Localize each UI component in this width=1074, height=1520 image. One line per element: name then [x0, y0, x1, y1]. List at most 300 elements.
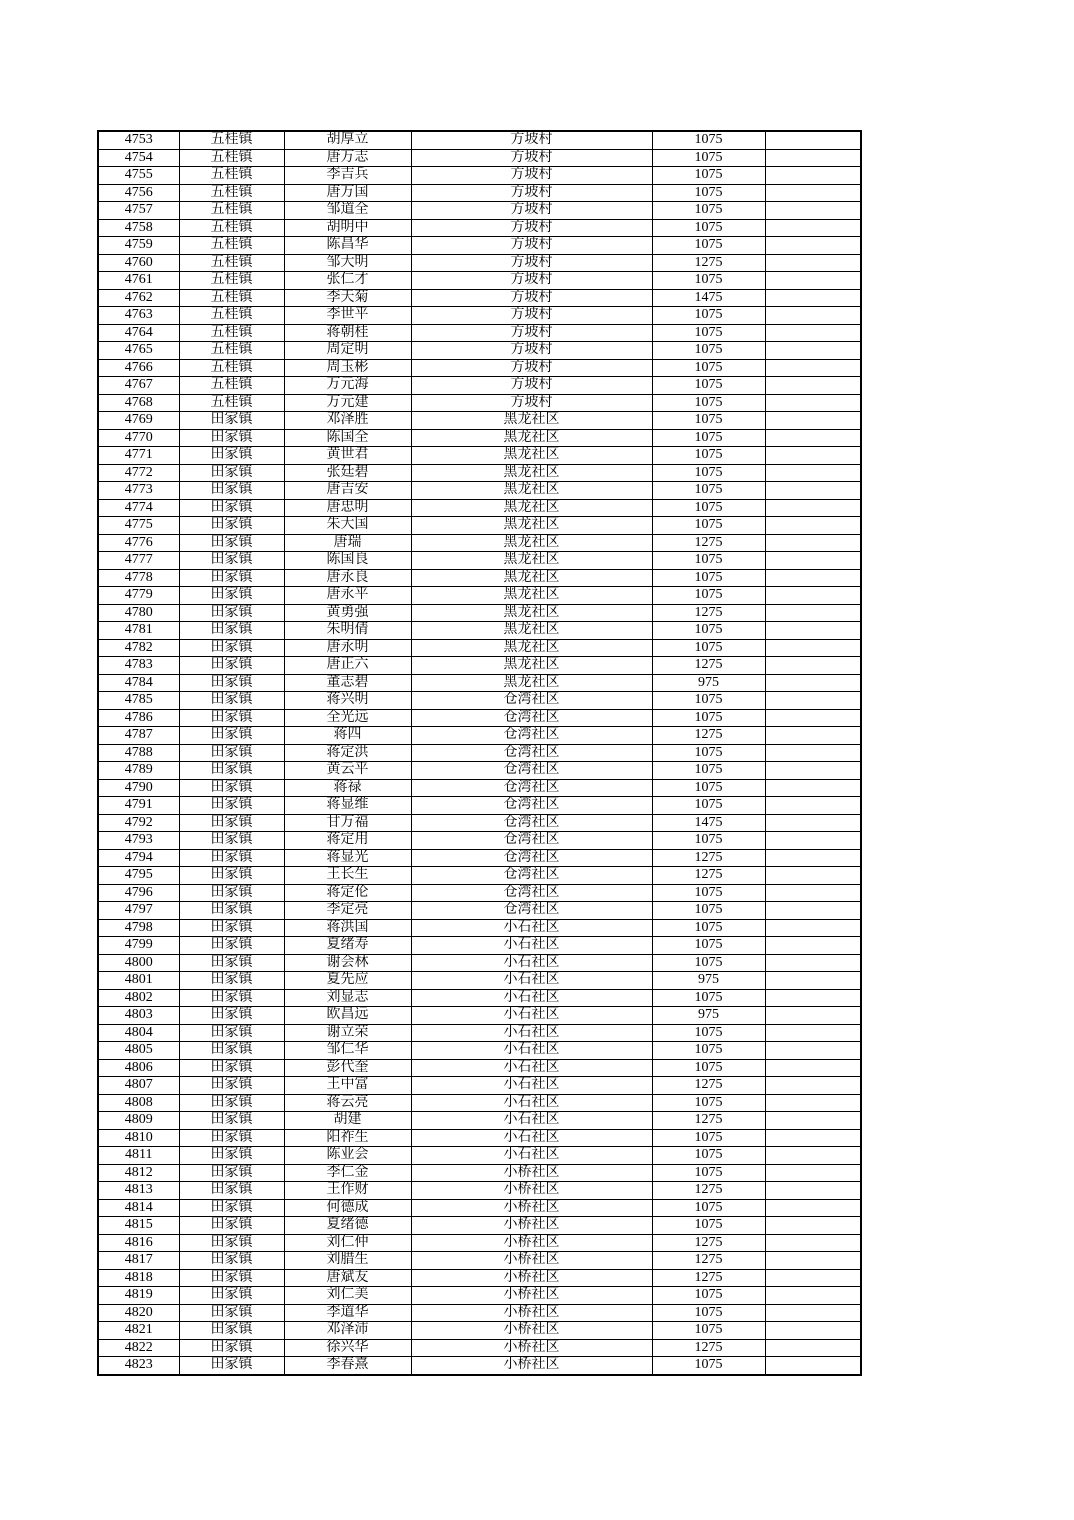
name-cell: 夏绪寿	[284, 937, 411, 955]
row-number-cell: 4781	[98, 622, 179, 640]
row-number-cell: 4764	[98, 324, 179, 342]
note-cell	[765, 832, 861, 850]
village-cell: 仓湾社区	[411, 779, 652, 797]
name-cell: 胡厚立	[284, 131, 411, 149]
table-row	[98, 762, 861, 780]
town-cell: 田家镇	[179, 1234, 284, 1252]
row-number-cell: 4793	[98, 832, 179, 850]
name-cell: 谢立荣	[284, 1024, 411, 1042]
table-row	[98, 1252, 861, 1270]
town-cell: 田家镇	[179, 1059, 284, 1077]
note-cell	[765, 447, 861, 465]
name-cell: 徐兴华	[284, 1339, 411, 1357]
village-cell: 仓湾社区	[411, 692, 652, 710]
amount-cell: 1275	[652, 849, 765, 867]
table-row	[98, 1304, 861, 1322]
note-cell	[765, 149, 861, 167]
row-number-cell: 4753	[98, 131, 179, 149]
name-cell: 周定明	[284, 342, 411, 360]
village-cell: 方坡村	[411, 202, 652, 220]
table-row	[98, 1042, 861, 1060]
row-number-cell: 4795	[98, 867, 179, 885]
town-cell: 五桂镇	[179, 219, 284, 237]
note-cell	[765, 797, 861, 815]
town-cell: 五桂镇	[179, 289, 284, 307]
table-row	[98, 1339, 861, 1357]
note-cell	[765, 604, 861, 622]
row-number-cell: 4820	[98, 1304, 179, 1322]
amount-cell: 1075	[652, 377, 765, 395]
amount-cell: 1075	[652, 989, 765, 1007]
name-cell: 唐斌友	[284, 1269, 411, 1287]
village-cell: 方坡村	[411, 184, 652, 202]
village-cell: 小桥社区	[411, 1322, 652, 1340]
amount-cell: 1075	[652, 744, 765, 762]
village-cell: 小桥社区	[411, 1252, 652, 1270]
table-row	[98, 622, 861, 640]
row-number-cell: 4788	[98, 744, 179, 762]
amount-cell: 1075	[652, 167, 765, 185]
note-cell	[765, 779, 861, 797]
row-number-cell: 4812	[98, 1164, 179, 1182]
table-row	[98, 884, 861, 902]
village-cell: 小石社区	[411, 1112, 652, 1130]
note-cell	[765, 429, 861, 447]
table-row	[98, 604, 861, 622]
village-cell: 小石社区	[411, 1077, 652, 1095]
amount-cell: 1075	[652, 394, 765, 412]
town-cell: 田家镇	[179, 1199, 284, 1217]
village-cell: 小石社区	[411, 1094, 652, 1112]
table-row	[98, 989, 861, 1007]
note-cell	[765, 184, 861, 202]
note-cell	[765, 324, 861, 342]
table-row	[98, 482, 861, 500]
note-cell	[765, 727, 861, 745]
town-cell: 田家镇	[179, 657, 284, 675]
amount-cell: 1275	[652, 604, 765, 622]
name-cell: 唐万志	[284, 149, 411, 167]
town-cell: 田家镇	[179, 1164, 284, 1182]
table-row	[98, 832, 861, 850]
town-cell: 五桂镇	[179, 202, 284, 220]
village-cell: 仓湾社区	[411, 744, 652, 762]
town-cell: 田家镇	[179, 1269, 284, 1287]
row-number-cell: 4810	[98, 1129, 179, 1147]
row-number-cell: 4789	[98, 762, 179, 780]
amount-cell: 1075	[652, 779, 765, 797]
village-cell: 小石社区	[411, 1042, 652, 1060]
village-cell: 小桥社区	[411, 1234, 652, 1252]
note-cell	[765, 167, 861, 185]
village-cell: 方坡村	[411, 342, 652, 360]
amount-cell: 975	[652, 674, 765, 692]
amount-cell: 1075	[652, 919, 765, 937]
town-cell: 田家镇	[179, 954, 284, 972]
town-cell: 田家镇	[179, 1112, 284, 1130]
row-number-cell: 4765	[98, 342, 179, 360]
table-row	[98, 569, 861, 587]
row-number-cell: 4760	[98, 254, 179, 272]
note-cell	[765, 762, 861, 780]
table-row	[98, 1129, 861, 1147]
row-number-cell: 4821	[98, 1322, 179, 1340]
amount-cell: 1075	[652, 552, 765, 570]
table-row	[98, 744, 861, 762]
table-row	[98, 1199, 861, 1217]
note-cell	[765, 1182, 861, 1200]
row-number-cell: 4802	[98, 989, 179, 1007]
town-cell: 田家镇	[179, 1252, 284, 1270]
name-cell: 周玉彬	[284, 359, 411, 377]
name-cell: 邹仁华	[284, 1042, 411, 1060]
name-cell: 蒋显维	[284, 797, 411, 815]
village-cell: 仓湾社区	[411, 709, 652, 727]
village-cell: 方坡村	[411, 149, 652, 167]
row-number-cell: 4779	[98, 587, 179, 605]
row-number-cell: 4819	[98, 1287, 179, 1305]
row-number-cell: 4776	[98, 534, 179, 552]
note-cell	[765, 674, 861, 692]
note-cell	[765, 202, 861, 220]
amount-cell: 1075	[652, 797, 765, 815]
row-number-cell: 4774	[98, 499, 179, 517]
note-cell	[765, 464, 861, 482]
town-cell: 五桂镇	[179, 324, 284, 342]
name-cell: 胡明中	[284, 219, 411, 237]
village-cell: 仓湾社区	[411, 762, 652, 780]
name-cell: 彭代奎	[284, 1059, 411, 1077]
name-cell: 蒋兴明	[284, 692, 411, 710]
roster-table	[97, 130, 862, 1376]
village-cell: 小石社区	[411, 1059, 652, 1077]
row-number-cell: 4754	[98, 149, 179, 167]
amount-cell: 1075	[652, 202, 765, 220]
table-row	[98, 167, 861, 185]
note-cell	[765, 482, 861, 500]
town-cell: 田家镇	[179, 779, 284, 797]
table-row	[98, 867, 861, 885]
note-cell	[765, 1164, 861, 1182]
table-row	[98, 149, 861, 167]
row-number-cell: 4800	[98, 954, 179, 972]
town-cell: 田家镇	[179, 797, 284, 815]
village-cell: 方坡村	[411, 254, 652, 272]
amount-cell: 1075	[652, 902, 765, 920]
town-cell: 五桂镇	[179, 394, 284, 412]
row-number-cell: 4815	[98, 1217, 179, 1235]
name-cell: 刘仁仲	[284, 1234, 411, 1252]
name-cell: 王长生	[284, 867, 411, 885]
note-cell	[765, 131, 861, 149]
village-cell: 小桥社区	[411, 1164, 652, 1182]
name-cell: 黄勇强	[284, 604, 411, 622]
town-cell: 田家镇	[179, 1287, 284, 1305]
row-number-cell: 4768	[98, 394, 179, 412]
name-cell: 夏先应	[284, 972, 411, 990]
village-cell: 黑龙社区	[411, 482, 652, 500]
name-cell: 何德成	[284, 1199, 411, 1217]
name-cell: 唐永平	[284, 587, 411, 605]
town-cell: 五桂镇	[179, 342, 284, 360]
amount-cell: 1075	[652, 639, 765, 657]
table-row	[98, 324, 861, 342]
town-cell: 田家镇	[179, 604, 284, 622]
name-cell: 张廷碧	[284, 464, 411, 482]
name-cell: 唐忠明	[284, 499, 411, 517]
name-cell: 黄云平	[284, 762, 411, 780]
row-number-cell: 4778	[98, 569, 179, 587]
note-cell	[765, 1357, 861, 1375]
table-row	[98, 639, 861, 657]
name-cell: 陈业会	[284, 1147, 411, 1165]
village-cell: 仓湾社区	[411, 727, 652, 745]
row-number-cell: 4814	[98, 1199, 179, 1217]
note-cell	[765, 622, 861, 640]
name-cell: 朱明倩	[284, 622, 411, 640]
amount-cell: 1075	[652, 622, 765, 640]
village-cell: 黑龙社区	[411, 622, 652, 640]
name-cell: 黄世君	[284, 447, 411, 465]
amount-cell: 1075	[652, 1199, 765, 1217]
village-cell: 黑龙社区	[411, 412, 652, 430]
name-cell: 王中富	[284, 1077, 411, 1095]
name-cell: 欧昌远	[284, 1007, 411, 1025]
row-number-cell: 4766	[98, 359, 179, 377]
name-cell: 陈国全	[284, 429, 411, 447]
table-row	[98, 1077, 861, 1095]
table-row	[98, 1147, 861, 1165]
note-cell	[765, 919, 861, 937]
amount-cell: 1075	[652, 359, 765, 377]
town-cell: 田家镇	[179, 1024, 284, 1042]
amount-cell: 1075	[652, 482, 765, 500]
amount-cell: 1075	[652, 1094, 765, 1112]
note-cell	[765, 237, 861, 255]
village-cell: 仓湾社区	[411, 797, 652, 815]
table-row	[98, 307, 861, 325]
name-cell: 张仁才	[284, 272, 411, 290]
amount-cell: 1075	[652, 1217, 765, 1235]
row-number-cell: 4780	[98, 604, 179, 622]
town-cell: 田家镇	[179, 1357, 284, 1375]
town-cell: 五桂镇	[179, 184, 284, 202]
name-cell: 陈昌华	[284, 237, 411, 255]
note-cell	[765, 954, 861, 972]
village-cell: 黑龙社区	[411, 587, 652, 605]
name-cell: 李仁金	[284, 1164, 411, 1182]
table-row	[98, 1357, 861, 1375]
name-cell: 邹道全	[284, 202, 411, 220]
name-cell: 蒋显光	[284, 849, 411, 867]
town-cell: 田家镇	[179, 814, 284, 832]
village-cell: 方坡村	[411, 219, 652, 237]
amount-cell: 975	[652, 1007, 765, 1025]
name-cell: 万元建	[284, 394, 411, 412]
row-number-cell: 4775	[98, 517, 179, 535]
village-cell: 方坡村	[411, 272, 652, 290]
village-cell: 小石社区	[411, 972, 652, 990]
note-cell	[765, 1339, 861, 1357]
village-cell: 黑龙社区	[411, 534, 652, 552]
amount-cell: 1275	[652, 657, 765, 675]
note-cell	[765, 1322, 861, 1340]
note-cell	[765, 867, 861, 885]
table-row	[98, 1269, 861, 1287]
table-row	[98, 289, 861, 307]
row-number-cell: 4783	[98, 657, 179, 675]
row-number-cell: 4759	[98, 237, 179, 255]
table-row	[98, 254, 861, 272]
amount-cell: 1075	[652, 464, 765, 482]
name-cell: 李道华	[284, 1304, 411, 1322]
name-cell: 唐永良	[284, 569, 411, 587]
amount-cell: 1075	[652, 499, 765, 517]
amount-cell: 1075	[652, 587, 765, 605]
table-row	[98, 464, 861, 482]
amount-cell: 1275	[652, 1077, 765, 1095]
table-row	[98, 359, 861, 377]
note-cell	[765, 1217, 861, 1235]
row-number-cell: 4807	[98, 1077, 179, 1095]
town-cell: 田家镇	[179, 534, 284, 552]
row-number-cell: 4770	[98, 429, 179, 447]
name-cell: 李天菊	[284, 289, 411, 307]
village-cell: 黑龙社区	[411, 499, 652, 517]
amount-cell: 1075	[652, 184, 765, 202]
amount-cell: 1075	[652, 412, 765, 430]
village-cell: 黑龙社区	[411, 674, 652, 692]
town-cell: 田家镇	[179, 1042, 284, 1060]
table-row	[98, 972, 861, 990]
amount-cell: 1075	[652, 692, 765, 710]
note-cell	[765, 639, 861, 657]
table-row	[98, 517, 861, 535]
amount-cell: 1075	[652, 762, 765, 780]
village-cell: 小桥社区	[411, 1339, 652, 1357]
row-number-cell: 4794	[98, 849, 179, 867]
amount-cell: 1075	[652, 937, 765, 955]
table-row	[98, 429, 861, 447]
town-cell: 田家镇	[179, 884, 284, 902]
table-row	[98, 219, 861, 237]
row-number-cell: 4792	[98, 814, 179, 832]
name-cell: 唐吉安	[284, 482, 411, 500]
town-cell: 田家镇	[179, 1094, 284, 1112]
village-cell: 小桥社区	[411, 1304, 652, 1322]
village-cell: 小桥社区	[411, 1182, 652, 1200]
name-cell: 李春熹	[284, 1357, 411, 1375]
village-cell: 小石社区	[411, 989, 652, 1007]
note-cell	[765, 1042, 861, 1060]
town-cell: 田家镇	[179, 762, 284, 780]
name-cell: 蒋定洪	[284, 744, 411, 762]
row-number-cell: 4817	[98, 1252, 179, 1270]
note-cell	[765, 359, 861, 377]
village-cell: 方坡村	[411, 167, 652, 185]
amount-cell: 1075	[652, 1322, 765, 1340]
row-number-cell: 4822	[98, 1339, 179, 1357]
note-cell	[765, 1287, 861, 1305]
table-row	[98, 342, 861, 360]
name-cell: 董志碧	[284, 674, 411, 692]
town-cell: 田家镇	[179, 902, 284, 920]
town-cell: 田家镇	[179, 1217, 284, 1235]
village-cell: 方坡村	[411, 359, 652, 377]
row-number-cell: 4804	[98, 1024, 179, 1042]
note-cell	[765, 1147, 861, 1165]
town-cell: 田家镇	[179, 972, 284, 990]
village-cell: 小桥社区	[411, 1357, 652, 1375]
note-cell	[765, 1304, 861, 1322]
town-cell: 田家镇	[179, 919, 284, 937]
row-number-cell: 4806	[98, 1059, 179, 1077]
note-cell	[765, 1129, 861, 1147]
amount-cell: 1075	[652, 131, 765, 149]
town-cell: 田家镇	[179, 569, 284, 587]
row-number-cell: 4791	[98, 797, 179, 815]
note-cell	[765, 657, 861, 675]
table-row	[98, 1059, 861, 1077]
town-cell: 田家镇	[179, 1182, 284, 1200]
amount-cell: 1075	[652, 1287, 765, 1305]
town-cell: 田家镇	[179, 1077, 284, 1095]
amount-cell: 1075	[652, 219, 765, 237]
amount-cell: 1275	[652, 1252, 765, 1270]
table-row	[98, 131, 861, 149]
town-cell: 五桂镇	[179, 149, 284, 167]
row-number-cell: 4797	[98, 902, 179, 920]
village-cell: 仓湾社区	[411, 902, 652, 920]
table-row	[98, 237, 861, 255]
town-cell: 田家镇	[179, 674, 284, 692]
amount-cell: 1075	[652, 1147, 765, 1165]
name-cell: 邓泽胜	[284, 412, 411, 430]
town-cell: 田家镇	[179, 552, 284, 570]
note-cell	[765, 587, 861, 605]
note-cell	[765, 219, 861, 237]
table-row	[98, 1094, 861, 1112]
note-cell	[765, 849, 861, 867]
amount-cell: 1075	[652, 342, 765, 360]
amount-cell: 1275	[652, 1339, 765, 1357]
town-cell: 田家镇	[179, 1304, 284, 1322]
name-cell: 蒋朝桂	[284, 324, 411, 342]
name-cell: 邹大明	[284, 254, 411, 272]
name-cell: 夏绪德	[284, 1217, 411, 1235]
row-number-cell: 4784	[98, 674, 179, 692]
table-row	[98, 849, 861, 867]
village-cell: 方坡村	[411, 394, 652, 412]
village-cell: 小石社区	[411, 937, 652, 955]
name-cell: 唐万国	[284, 184, 411, 202]
amount-cell: 1475	[652, 814, 765, 832]
row-number-cell: 4762	[98, 289, 179, 307]
row-number-cell: 4796	[98, 884, 179, 902]
note-cell	[765, 1252, 861, 1270]
amount-cell: 1075	[652, 429, 765, 447]
amount-cell: 1075	[652, 149, 765, 167]
name-cell: 唐正六	[284, 657, 411, 675]
name-cell: 蒋云亮	[284, 1094, 411, 1112]
table-row	[98, 797, 861, 815]
name-cell: 万元海	[284, 377, 411, 395]
village-cell: 黑龙社区	[411, 429, 652, 447]
village-cell: 黑龙社区	[411, 569, 652, 587]
row-number-cell: 4767	[98, 377, 179, 395]
town-cell: 田家镇	[179, 989, 284, 1007]
table-row	[98, 587, 861, 605]
